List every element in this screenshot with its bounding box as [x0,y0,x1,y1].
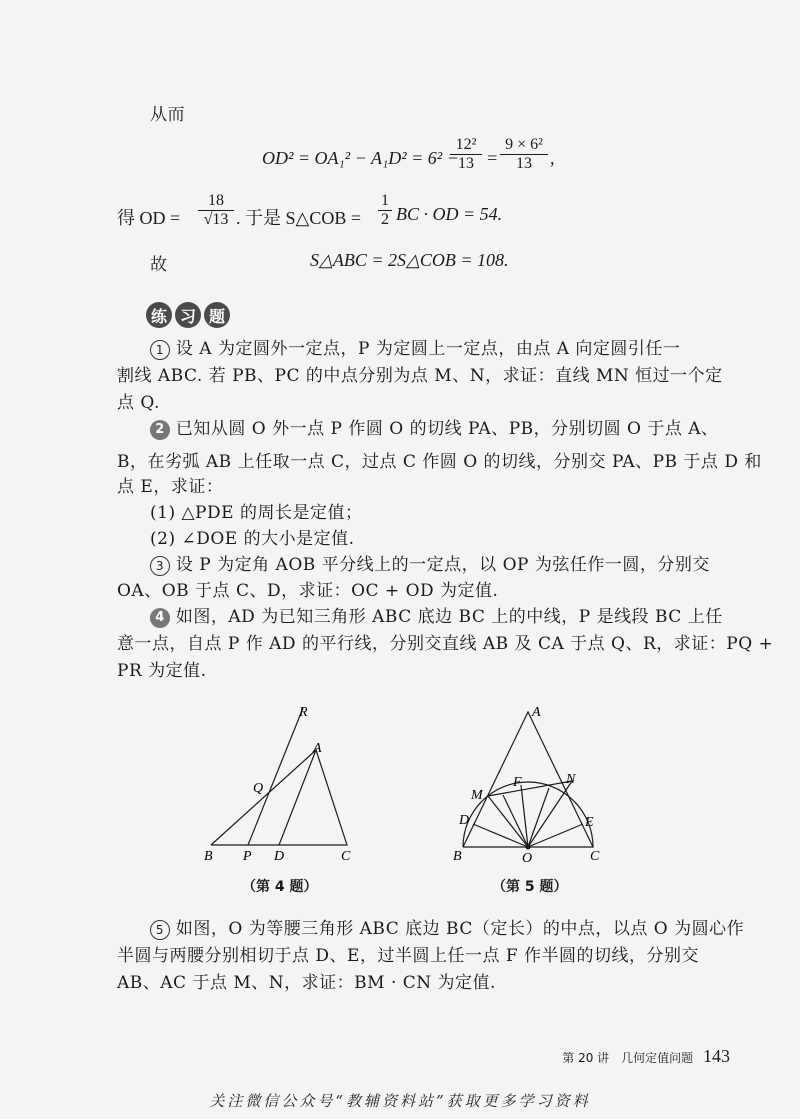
exercise-5-number: 5 [150,920,170,940]
exercise-2-sub-2: (2) ∠DOE 的大小是定值. [150,529,355,549]
figure-5 [445,700,615,870]
fig4-label-p: P [243,849,252,864]
exercise-2-line-1: 2 已知从圆 O 外一点 P 作圆 O 的切线 PA、PB，分别切圆 O 于点 A、 [150,414,719,440]
page-number: 143 [703,1046,730,1066]
heading-char-3: 题 [204,302,230,328]
fig4-label-q: Q [253,781,264,796]
exercise-4-line-2: 意一点，自点 P 作 AD 的平行线，分别交直线 AB 及 CA 于点 Q、R，求证：PQ + [117,634,774,654]
fig4-label-r: R [299,705,308,720]
equation-od-squared: OD² = OA₁² − A₁D² = 6² − [262,148,459,168]
exercise-1-line-2: 割线 ABC. 若 PB、PC 的中点分别为点 M、N，求证：直线 MN 恒过一个定 [117,366,723,386]
equals-sign: = [486,148,499,168]
figure-5-caption: （第 5 题） [492,879,568,895]
exercise-5-line-2: 半圆与两腰分别相切于点 D、E，过半圆上任一点 F 作半圆的切线，分别交 [117,946,700,966]
figure-4-caption: （第 4 题） [242,879,318,895]
line-pr [248,708,303,845]
exercise-5-line-1: 5 如图，O 为等腰三角形 ABC 底边 BC（定长）的中点，以点 O 为圆心作 [150,914,744,940]
fraction-9x6sq-13: $\frac{\text{9 × 6²}}{13}$ [500,136,548,173]
exercise-5-line-3: AB、AC 于点 M、N，求证：BM · CN 为定值. [117,973,496,993]
text-yushi: . 于是 S△COB = [236,208,362,228]
exercise-2-number: 2 [150,420,170,440]
segment-o-1 [503,795,528,847]
median-ad [279,750,316,845]
watermark-text: 关注微信公众号“教辅资料站”获取更多学习资料 [209,1092,591,1110]
fig4-label-a: A [313,741,322,756]
fig4-label-b: B [204,849,213,864]
exercise-3-line-2: OA、OB 于点 C、D，求证：OC + OD 为定值. [117,581,499,601]
exercise-2-line-3: 点 E，求证： [117,477,224,497]
equation-area-abc: S△ABC = 2S△COB = 108. [310,250,509,270]
fig5-label-f: F [513,775,522,790]
fig5-label-m: M [471,788,483,803]
fig5-label-a: A [532,705,541,720]
segment-od [473,824,528,847]
exercise-2-sub-1: (1) △PDE 的周长是定值； [150,503,363,523]
exercise-4-line-1: 4 如图，AD 为已知三角形 ABC 底边 BC 上的中线，P 是线段 BC 上任 [150,602,723,628]
fig5-label-b: B [453,849,462,864]
fig5-label-e: E [585,815,594,830]
fig5-label-d: D [459,813,470,828]
exercise-4-number: 4 [150,608,170,628]
fraction-18-sqrt13: $\frac{18}{√13}$ [198,192,234,229]
exercise-3-number: 3 [150,556,170,576]
chapter-title: 第 20 讲 几何定值问题 [562,1051,694,1065]
text-congershi: 从而 [150,105,185,125]
fig5-label-n: N [566,772,576,787]
fig4-label-d: D [274,849,285,864]
text-de-od: 得 OD = [117,208,181,228]
exercise-1-line-3: 点 Q. [117,393,160,413]
triangle-abc [211,750,347,845]
comma: , [550,148,555,168]
exercises-heading [146,302,230,328]
fig5-label-c: C [590,849,600,864]
segment-o-2 [528,788,549,847]
heading-char-2: 习 [175,302,201,328]
fig4-label-c: C [341,849,351,864]
fraction-one-half: $\frac{1}{2}$ [378,192,392,229]
text-bc-od: BC · OD = 54. [396,204,503,224]
exercise-1-line-1: 1 设 A 为定圆外一定点，P 为定圆上一定点，由点 A 向定圆引任一 [150,334,680,360]
figure-4 [195,700,365,870]
fraction-12sq-13: $\frac{\text{12²}}{13}$ [450,136,482,173]
text-gu: 故 [150,255,168,275]
exercise-4-line-3: PR 为定值. [117,661,207,681]
heading-char-1: 练 [146,302,172,328]
segment-om [488,796,528,847]
exercise-3-line-1: 3 设 P 为定角 AOB 平分线上的一定点，以 OP 为弦任作一圆，分别交 [150,550,710,576]
exercise-1-number: 1 [150,340,170,360]
fig5-label-o: O [522,851,533,866]
page-footer [562,1046,730,1067]
segment-of [521,785,528,847]
exercise-2-line-2: B，在劣弧 AB 上任取一点 C，过点 C 作圆 O 的切线，分别交 PA、PB 于点 D 和 [117,452,762,472]
point-o [526,845,531,850]
segment-on [528,781,572,847]
